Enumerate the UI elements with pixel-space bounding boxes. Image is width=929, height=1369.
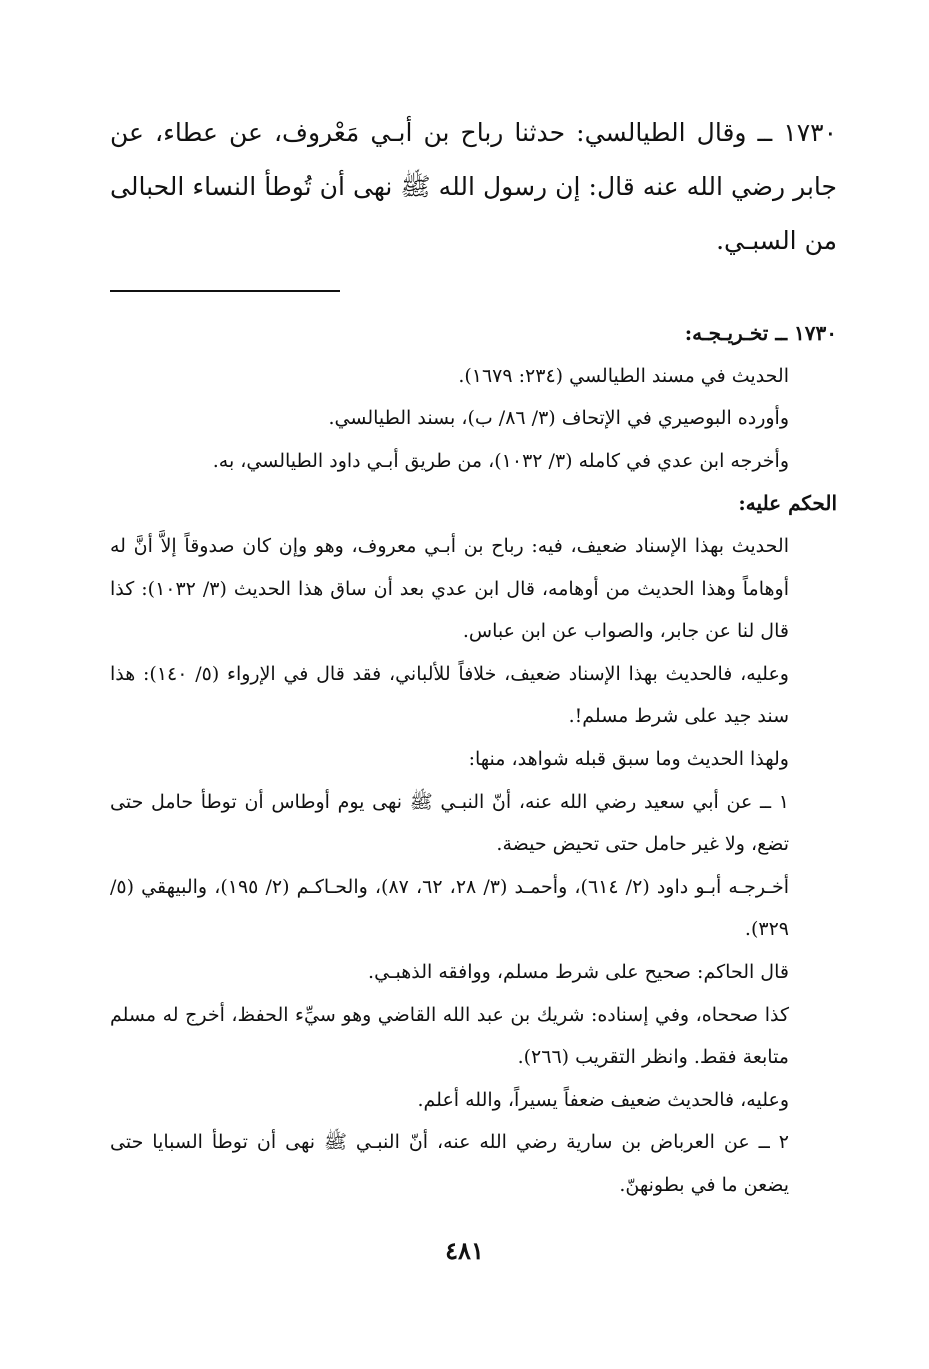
footnote-paragraph: كذا صححاه، وفي إسناده: شريك بن عبد الله القاضي وهو سيِّء الحفظ، أخرج له مسلم متابعة فقط. وانظر التقريب (٢٦٦).	[110, 1003, 789, 1069]
hadith-1730-text: ١٧٣٠ ــ وقال الطيالسي: حدثنا رباح بن أبـي مَعْروف، عن عطاء، عن جابر رضي الله عنه قال: إن رسول الله ﷺ نهى أن تُوطأ النساء الحبالى من السبـي.	[110, 118, 837, 255]
footnote-paragraph: وعليه، فالحديث ضعيف ضعفاً يسيراً، والله أعلم.	[417, 1088, 789, 1111]
page-body	[110, 100, 837, 1196]
footnote-paragraph: ولهذا الحديث وما سبق قبله شواهد، منها:	[468, 747, 789, 770]
footnotes-section	[110, 312, 837, 1206]
footnote-paragraph: الحديث بهذا الإسناد ضعيف، فيه: رباح بن أبـي معروف، وهو وإن كان صدوقاً إلاَّ أنَّ له أوهاماً وهذا الحديث من أوهامه، قال ابن عدي بعد أن ساق هذا الحديث (٣/ ١٠٣٢): كذا قال لنا عن جابر، والصواب عن ابن عباس.	[110, 534, 789, 643]
footnote-separator	[110, 290, 340, 292]
page-number: ٤٨١	[445, 1236, 484, 1265]
takhrij-heading: ١٧٣٠ ــ تخـريـجـه:	[684, 321, 837, 345]
footnote-line: الحديث في مسند الطيالسي (٢٣٤: ١٦٧٩).	[458, 364, 789, 387]
footnote-paragraph: ٢ ــ عن العرباض بن سارية رضي الله عنه، أنّ النبـي ﷺ نهى أن توطأ السبايا حتى يضعن ما في بطونهنّ.	[110, 1131, 789, 1196]
footnote-paragraph: أخـرجـه أبـو داود (٢/ ٦١٤)، وأحمـد (٣/ ٢٨، ٦٢، ٨٧)، والحـاكـم (٢/ ١٩٥)، والبيهقي (٥/ ٣٢٩).	[110, 875, 789, 941]
footnote-line: وأخرجه ابن عدي في كامله (٣/ ١٠٣٢)، من طريق أبـي داود الطيالسي، به.	[212, 449, 789, 472]
footnote-line: وأورده البوصيري في الإتحاف (٣/ ٨٦/ ب)، بسند الطيالسي.	[328, 407, 789, 430]
footnote-paragraph: ١ ــ عن أبي سعيد رضي الله عنه، أنّ النبـي ﷺ نهى يوم أوطاس أن توطأ حامل حتى تضع، ولا غير حامل حتى تحيض حيضة.	[110, 790, 789, 856]
footnote-paragraph: قال الحاكم: صحيح على شرط مسلم، ووافقه الذهبـي.	[368, 960, 789, 983]
hukm-heading: الحكم عليه:	[738, 491, 837, 516]
footnote-paragraph: وعليه، فالحديث بهذا الإسناد ضعيف، خلافاً للألباني، فقد قال في الإرواء (٥/ ١٤٠): هذا سند جيد على شرط مسلم!.	[110, 662, 789, 728]
